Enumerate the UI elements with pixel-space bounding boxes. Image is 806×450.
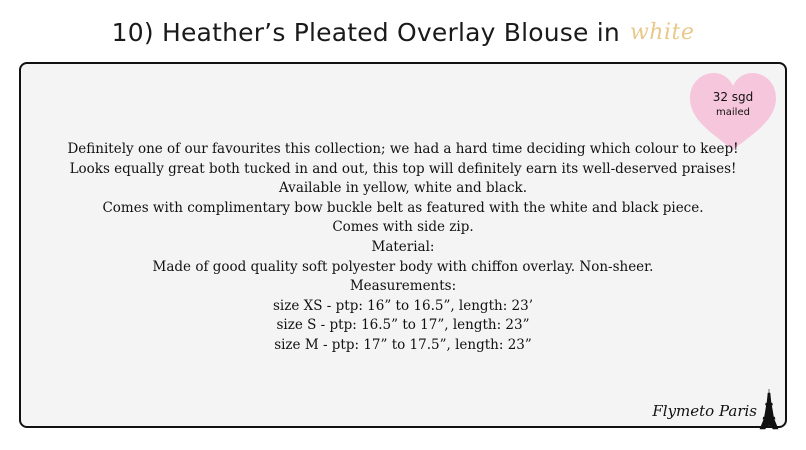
description-line: Made of good quality soft polyester body with chiffon overlay. Non-sheer. xyxy=(152,258,654,275)
product-color-word: white xyxy=(629,20,695,45)
description-line: Definitely one of our favourites this collection; we had a hard time deciding which colour to keep! xyxy=(67,141,739,157)
description-line: Comes with side zip. xyxy=(332,219,474,236)
description-line: Looks equally great both tucked in and out, this top will definitely earn its well-deserved praises! xyxy=(69,160,737,177)
description-line: size S - ptp: 16.5” to 17”, length: 23” xyxy=(276,317,530,334)
product-description-card xyxy=(19,62,787,428)
description-line: size M - ptp: 17” to 17.5”, length: 23” xyxy=(274,336,532,353)
description-text xyxy=(21,140,785,356)
brand-signature: Flymeto Paris xyxy=(652,402,757,420)
description-line: Available in yellow, white and black. xyxy=(278,180,527,197)
description-line: Comes with complimentary bow buckle belt as featured with the white and black piece. xyxy=(102,199,704,216)
description-line: size XS - ptp: 16” to 16.5”, length: 23’ xyxy=(272,297,534,314)
description-line: Material: xyxy=(371,238,435,255)
product-title xyxy=(0,18,806,62)
eiffel-tower-icon xyxy=(759,388,779,430)
price-text: 32 sgd xyxy=(712,90,754,104)
description-line: Measurements: xyxy=(349,278,457,295)
product-title-text: 10) Heather’s Pleated Overlay Blouse in xyxy=(111,18,620,47)
price-note: mailed xyxy=(716,107,750,118)
